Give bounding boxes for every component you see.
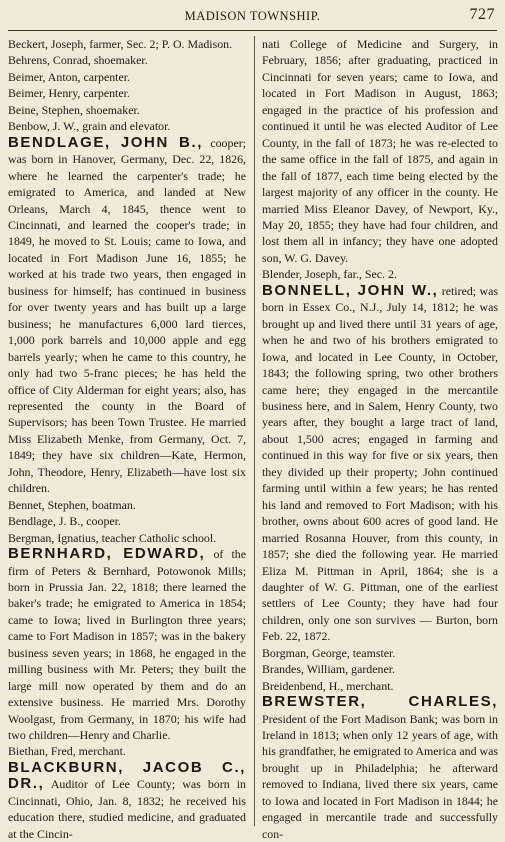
biography-entry: [8, 760, 246, 842]
biography-name: BONNELL, JOHN W.,: [262, 281, 439, 299]
header-rule: [8, 30, 497, 31]
directory-entry: Beimer, Anton, carpenter.: [8, 69, 131, 84]
directory-entry: Beckert, Joseph, farmer, Sec. 2; P. O. Madison.: [8, 37, 233, 51]
directory-entry: Brandes, William, gardener.: [262, 662, 396, 677]
biography-name: BERNHARD, EDWARD,: [8, 545, 206, 563]
directory-entry: Bennet, Stephen, boatman.: [8, 497, 136, 512]
biography-text: President of the Fort Madison Bank; was born in Ireland in 1813; when only 12 years of age, with his grandfather, he emigrated to America and was brought up in Philadelphia; he afterward removed to Indiana, lived there six years, came to Iowa and located in Fort Madison in 1844; he engaged in mercantile trade and successfully con-: [262, 711, 498, 841]
biography-entry: [8, 546, 246, 743]
directory-entry: Beimer, Henry, carpenter.: [8, 86, 130, 101]
right-column: [262, 36, 498, 841]
directory-entry: Bergman, Ignatius, teacher Catholic school.: [8, 530, 217, 545]
biography-entry: [8, 135, 246, 497]
directory-entry: Biethan, Fred, merchant.: [8, 744, 126, 759]
biography-text: of the firm of Peters & Bernhard, Potowonok Mills; born in Prussia Jan. 22, 1818; there learned the baker's trade; he emigrated to America in 1854; came to Iowa; lived in Burlington three years; came to Fort Madison in 1857; was in the bakery business seven years; in 1868, he engaged in the milling business with Mr. Peters; they built the large mill now operated by them and do an extensive business. He married Mrs. Dorothy Woolgast, from Germany, in 1870; his wife had two children—Henry and Charlie.: [8, 547, 246, 743]
biography-entry: [262, 283, 498, 645]
directory-entry: Borgman, George, teamster.: [262, 645, 396, 660]
directory-entry: Bendlage, J. B., cooper.: [8, 514, 121, 529]
directory-entry: Behrens, Conrad, shoemaker.: [8, 53, 148, 68]
left-column: [8, 36, 246, 841]
biography-name: BLACKBURN, JACOB C., DR.,: [8, 758, 246, 793]
column-divider: [254, 36, 255, 826]
directory-entry: Benbow, J. W., grain and elevator.: [8, 119, 171, 134]
biography-entry: [262, 694, 498, 842]
biography-text: Auditor of Lee County; was born in Cincinnati, Ohio, Jan. 8, 1832; he received his education there, studied medicine, and graduated at the Cincin-: [8, 777, 246, 841]
directory-entry: Blender, Joseph, far., Sec. 2.: [262, 267, 397, 282]
page-number: 727: [469, 6, 495, 23]
directory-entry: Breidenbend, H., merchant.: [262, 678, 394, 693]
page-header: [0, 6, 505, 26]
biography-continuation: nati College of Medicine and Surgery, in February, 1856; after graduating, practiced in Cincinnati for seven years; came to Iowa, and located in Fort Madison in August, 1863; engaged in the practice of his profession and continued it until he was elected Auditor of Lee County, in the fall of 1873; he was re-elected to the same office in the fall of 1875, and again in the fall of 1877, each time being elected by the largest majority of any officer in the county. He married Miss Eleanor Davey, of Newport, Ky., May 20, 1855; they have had four children, and lost them all in infancy; they have one adopted son, W. G. Davey.: [262, 37, 498, 265]
running-title: MADISON TOWNSHIP.: [184, 9, 321, 23]
biography-name: BENDLAGE, JOHN B.,: [8, 133, 204, 151]
directory-entry: Beine, Stephen, shoemaker.: [8, 102, 140, 117]
biography-text: retired; was born in Essex Co., N.J., July 14, 1812; he was brought up and lived there until 31 years of age, when he and two of his brothers emigrated to Iowa, and located in Lee County, in October, 1843; the following spring, two other brothers came here; they engaged in the mercantile business here, and in Salem, Henry County, two years after, they bought a large tract of land, about 1,500 acres; engaged in farming and continued in this way for five or six years, then they divided up their property; John continued farming until within a few years; he has rented his land and removed to Fort Madison; with his brother, owns about 600 acres of good land. He married Rosanna Houver, from this county, in 1857; she died the following year. He married Eliza M. Pittman in April, 1864; she is a daughter of W. G. Pittman, one of the earliest settlers of Lee County; they have had four children, only one son survives — Burton, born Feb. 22, 1872.: [262, 283, 498, 644]
biography-text: cooper; was born in Hanover, Germany, Dec. 22, 1826, where he learned the carpenter's trade; he emigrated to America, and landed at New Orleans, March 4, 1845, thence went to Cincinnati, and learned the cooper's trade; in 1849, he moved to St. Louis; came to Iowa, and located in Fort Madison June 16, 1855; he worked at his trade two years, then engaged in business for himself; has continued in business for over twenty years and has built up a large business; he manufactures 6,000 lard tierces, 1,000 pork barrels and 10,000 apple and egg barrels yearly; when he came to this country, he only had two 5-franc pieces; he has held the office of City Alderman for eight years; also, has represented the county in the Board of Supervisors; has been Town Trustee. He married Miss Elizabeth Menke, from Germany, Oct. 7, 1849; they have six children—Kate, Hermon, John, Theodore, Henry, Elizabeth—have lost six children.: [8, 135, 246, 496]
biography-name: BREWSTER, CHARLES,: [262, 693, 498, 711]
